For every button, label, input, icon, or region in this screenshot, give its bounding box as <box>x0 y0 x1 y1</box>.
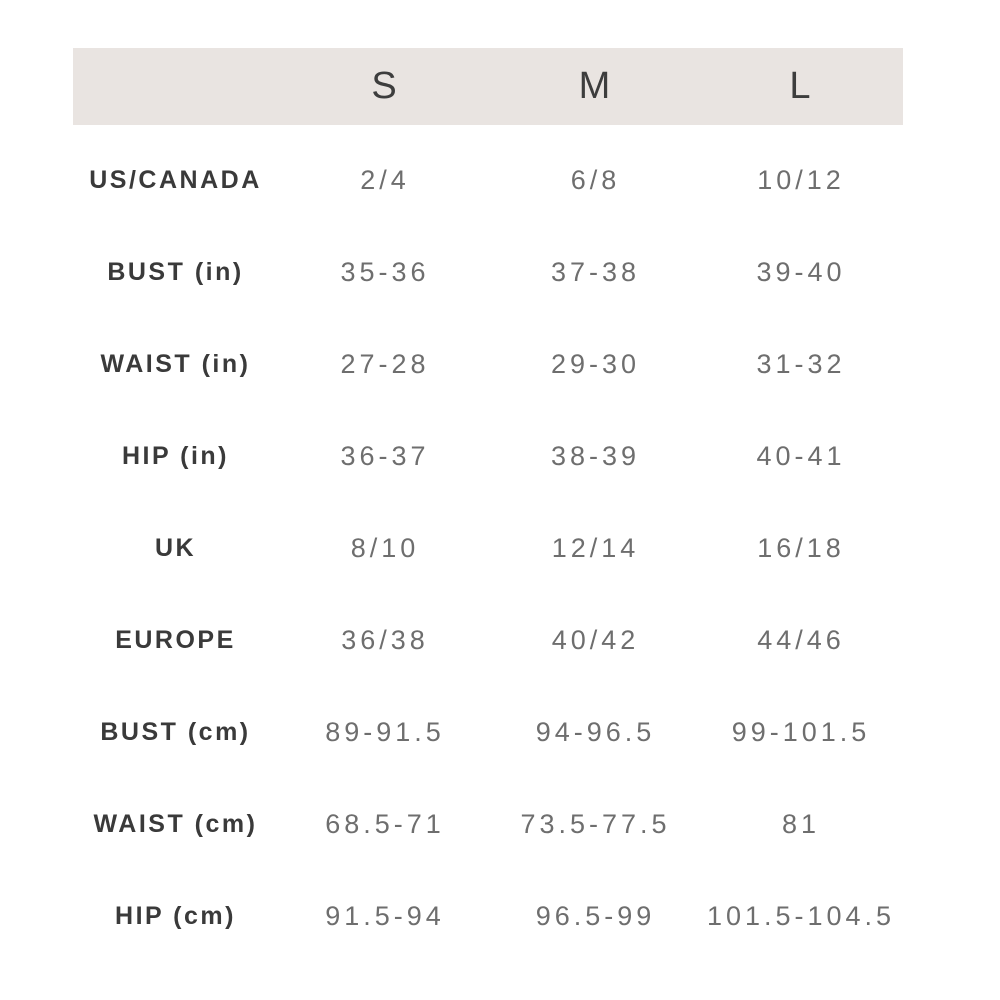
cell-value-s: 35-36 <box>340 256 430 287</box>
cell-value-l: 10/12 <box>757 164 845 195</box>
cell-value-l: 81 <box>781 808 821 839</box>
row-label: WAIST (in) <box>100 349 251 378</box>
row-label: BUST (cm) <box>100 717 251 746</box>
cell-value-l: 101.5-104.5 <box>706 900 896 931</box>
table-row <box>73 870 903 962</box>
table-row <box>73 410 903 502</box>
cell-value-s: 89-91.5 <box>325 716 445 747</box>
cell-value-m: 94-96.5 <box>535 716 656 747</box>
table-row <box>73 318 903 410</box>
column-header-m: M <box>578 65 613 107</box>
table-row <box>73 502 903 594</box>
column-header-l: L <box>789 65 813 107</box>
table-row <box>73 226 903 318</box>
table-header-row <box>73 48 903 125</box>
row-label: WAIST (cm) <box>93 809 258 838</box>
cell-value-m: 37-38 <box>550 256 641 287</box>
table-row <box>73 778 903 870</box>
table-row <box>73 686 903 778</box>
cell-value-m: 38-39 <box>550 440 641 471</box>
cell-value-m: 6/8 <box>570 164 621 195</box>
table-row <box>73 594 903 686</box>
row-label: HIP (in) <box>121 441 230 470</box>
table-row <box>73 134 903 226</box>
cell-value-s: 91.5-94 <box>325 900 445 931</box>
cell-value-m: 73.5-77.5 <box>520 808 671 839</box>
row-label: US/CANADA <box>89 165 262 194</box>
cell-value-l: 44/46 <box>757 624 845 655</box>
row-label: UK <box>154 533 197 562</box>
cell-value-m: 96.5-99 <box>535 900 656 931</box>
cell-value-l: 39-40 <box>756 256 846 287</box>
cell-value-m: 29-30 <box>550 348 641 379</box>
cell-value-l: 31-32 <box>756 348 846 379</box>
cell-value-m: 12/14 <box>551 532 640 563</box>
size-chart-table <box>73 48 903 962</box>
cell-value-s: 36/38 <box>341 624 429 655</box>
cell-value-s: 27-28 <box>340 348 430 379</box>
table-body <box>73 134 903 962</box>
cell-value-m: 40/42 <box>551 624 640 655</box>
row-label: HIP (cm) <box>115 901 236 930</box>
row-label: BUST (in) <box>107 257 244 286</box>
column-header-s: S <box>371 65 399 107</box>
cell-value-l: 16/18 <box>757 532 845 563</box>
row-label: EUROPE <box>115 625 236 654</box>
cell-value-s: 68.5-71 <box>325 808 445 839</box>
cell-value-l: 99-101.5 <box>731 716 871 747</box>
cell-value-s: 2/4 <box>360 164 410 195</box>
cell-value-l: 40-41 <box>756 440 846 471</box>
cell-value-s: 8/10 <box>350 532 420 563</box>
cell-value-s: 36-37 <box>340 440 430 471</box>
